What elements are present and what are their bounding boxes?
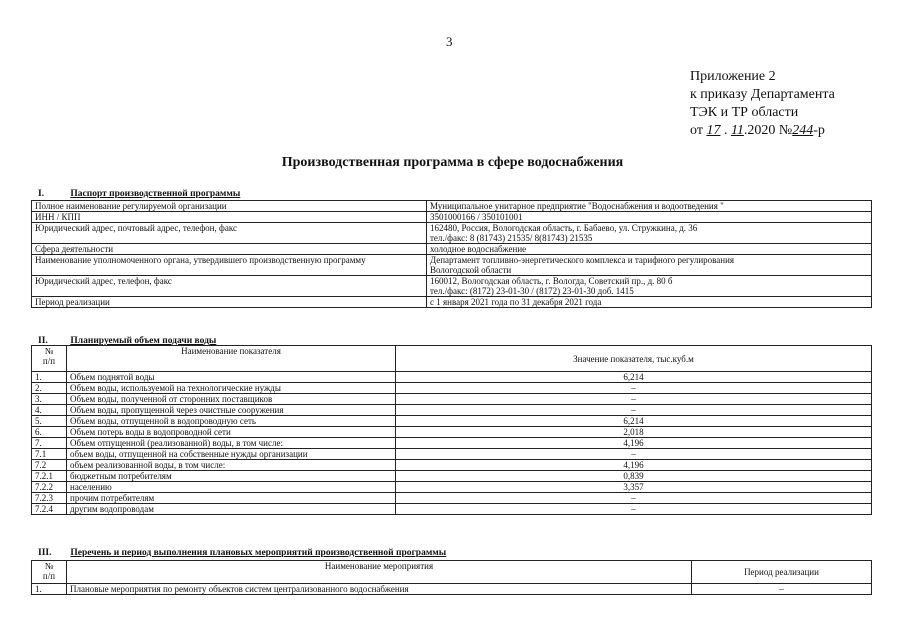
indicator-value: –: [396, 449, 872, 460]
col-period-header: Период реализации: [692, 561, 872, 584]
passport-value: холодное водоснабжение: [427, 244, 872, 255]
passport-label: Наименование уполномоченного органа, утвердившего производственную программу: [32, 255, 427, 276]
section-2-number: II.: [38, 336, 48, 346]
indicator-value: 2,018: [396, 427, 872, 438]
water-volume-table: [31, 345, 872, 515]
table-row: [32, 372, 872, 383]
indicator-name: другим водопроводам: [67, 504, 396, 515]
indicator-value: 0,839: [396, 471, 872, 482]
table-row: [32, 471, 872, 482]
date-month: 11: [730, 123, 744, 138]
indicator-value: 4,196: [396, 460, 872, 471]
table-row: [32, 405, 872, 416]
indicator-name: Объем воды, отпущенной в водопроводную сеть: [67, 416, 396, 427]
indicator-name: Объем отпущенной (реализованной) воды, в том числе:: [67, 438, 396, 449]
indicator-name: бюджетным потребителям: [67, 471, 396, 482]
passport-value: Муниципальное унитарное предприятие "Водоснабжения и водоотведения ": [427, 201, 872, 212]
order-suffix: -р: [813, 123, 825, 138]
section-1-number: I.: [38, 189, 45, 199]
indicator-name: Объем воды, пропущенной через очистные сооружения: [67, 405, 396, 416]
indicator-value: –: [396, 493, 872, 504]
indicator-value: 6,214: [396, 416, 872, 427]
passport-label: Полное наименование регулируемой организации: [32, 201, 427, 212]
measure-period: –: [692, 584, 872, 595]
table-row: [32, 449, 872, 460]
table-header-row: [32, 561, 872, 584]
indicator-name: Объем потерь воды в водопроводной сети: [67, 427, 396, 438]
col-number-header: № п/п: [32, 346, 67, 372]
table-row: [32, 427, 872, 438]
passport-label: ИНН / КПП: [32, 212, 427, 223]
table-row: [32, 493, 872, 504]
indicator-name: объем воды, отпущенной на собственные нужды организации: [67, 449, 396, 460]
passport-label: Сфера деятельности: [32, 244, 427, 255]
row-number: 4.: [32, 405, 67, 416]
date-day: 17: [706, 123, 721, 138]
row-number: 7.: [32, 438, 67, 449]
table-row: [32, 482, 872, 493]
table-header-row: [32, 346, 872, 372]
measure-name: Плановые мероприятия по ремонту объектов систем централизованного водоснабжения: [67, 584, 692, 595]
indicator-value: –: [396, 405, 872, 416]
passport-value: Департамент топливно-энергетического комплекса и тарифного регулирования Вологодской области: [427, 255, 872, 276]
table-row: [32, 460, 872, 471]
passport-label: Юридический адрес, телефон, факс: [32, 276, 427, 297]
passport-label: Юридический адрес, почтовый адрес, телефон, факс: [32, 223, 427, 244]
appendix-line-2: к приказу Департамента: [690, 87, 835, 102]
measures-table: [31, 560, 872, 595]
row-number: 1.: [32, 584, 67, 595]
indicator-name: Объем воды, используемой на технологические нужды: [67, 383, 396, 394]
table-row: [32, 416, 872, 427]
page-number: 3: [446, 34, 453, 49]
appendix-line-3: ТЭК и ТР области: [690, 105, 799, 120]
date-year: .2020 №: [743, 123, 793, 138]
section-3-heading: [38, 548, 446, 558]
row-number: 7.2.1: [32, 471, 67, 482]
table-row: [32, 276, 872, 297]
indicator-name: населению: [67, 482, 396, 493]
table-row: [32, 255, 872, 276]
row-number: 1.: [32, 372, 67, 383]
col-value-header: Значение показателя, тыс.куб.м: [396, 346, 872, 372]
row-number: 7.2: [32, 460, 67, 471]
indicator-value: –: [396, 394, 872, 405]
table-row: [32, 223, 872, 244]
document-title: Производственная программа в сфере водоснабжения: [281, 155, 624, 170]
indicator-value: 4,196: [396, 438, 872, 449]
indicator-value: 6,214: [396, 372, 872, 383]
table-row: [32, 438, 872, 449]
table-row: [32, 394, 872, 405]
indicator-name: Объем воды, полученной от сторонних поставщиков: [67, 394, 396, 405]
row-number: 7.1: [32, 449, 67, 460]
table-row: [32, 212, 872, 223]
indicator-name: прочим потребителям: [67, 493, 396, 504]
col-name-header: Наименование показателя: [67, 346, 396, 372]
date-prefix: от: [690, 123, 703, 138]
row-number: 2.: [32, 383, 67, 394]
row-number: 7.2.4: [32, 504, 67, 515]
passport-value: с 1 января 2021 года по 31 декабря 2021 года: [427, 297, 872, 308]
col-number-header: № п/п: [32, 561, 67, 584]
table-row: [32, 504, 872, 515]
date-sep: .: [723, 123, 728, 138]
indicator-name: Объем поднятой воды: [67, 372, 396, 383]
passport-label: Период реализации: [32, 297, 427, 308]
col-name-header: Наименование мероприятия: [67, 561, 692, 584]
appendix-date-line: [690, 122, 835, 140]
table-row: [32, 584, 872, 595]
row-number: 3.: [32, 394, 67, 405]
section-3-number: III.: [38, 548, 52, 558]
table-row: [32, 383, 872, 394]
appendix-block: [690, 68, 835, 140]
passport-table: [31, 200, 872, 308]
section-2-title: Планируемый объем подачи воды: [70, 336, 217, 346]
table-row: [32, 297, 872, 308]
appendix-line-1: Приложение 2: [690, 69, 776, 84]
row-number: 6.: [32, 427, 67, 438]
passport-value: 160012, Вологодская область, г. Вологда, Советский пр., д. 80 б тел./факс: (8172) 23-01-30 / (8172) 23-01-30 доб. 1415: [427, 276, 872, 297]
section-1-heading: [38, 189, 240, 199]
indicator-value: –: [396, 504, 872, 515]
row-number: 5.: [32, 416, 67, 427]
section-3-title: Перечень и период выполнения плановых мероприятий производственной программы: [70, 548, 447, 558]
order-number: 244: [792, 123, 814, 138]
row-number: 7.2.2: [32, 482, 67, 493]
passport-value: 162480, Россия, Вологодская область, г. Бабаево, ул. Стружкина, д. 36 тел./факс: 8 (81743) 21535/ 8(81743) 21535: [427, 223, 872, 244]
indicator-value: 3,357: [396, 482, 872, 493]
passport-value: 3501000166 / 350101001: [427, 212, 872, 223]
row-number: 7.2.3: [32, 493, 67, 504]
indicator-value: –: [396, 383, 872, 394]
indicator-name: объем реализованной воды, в том числе:: [67, 460, 396, 471]
table-row: [32, 201, 872, 212]
table-row: [32, 244, 872, 255]
section-1-title: Паспорт производственной программы: [70, 189, 241, 199]
